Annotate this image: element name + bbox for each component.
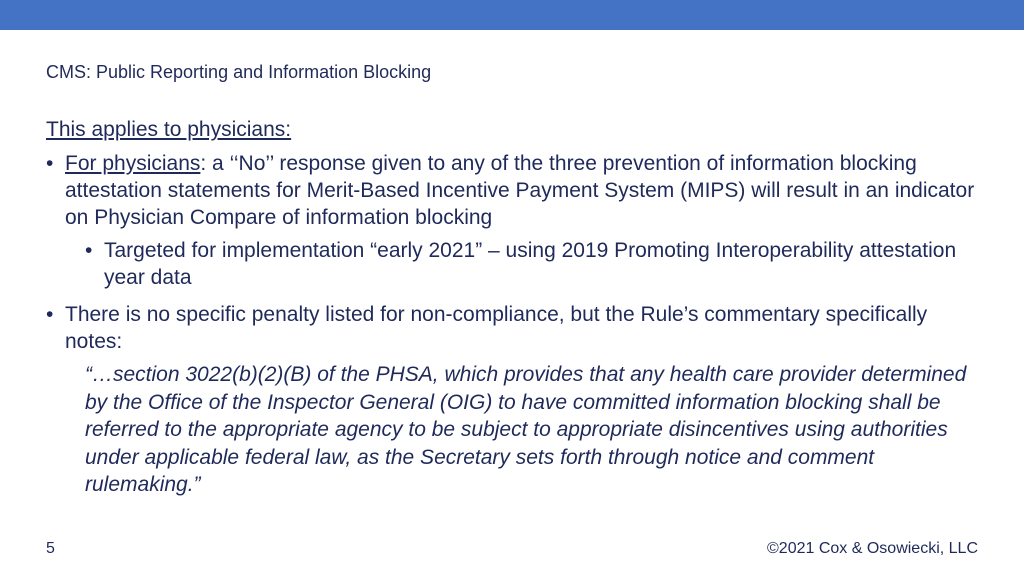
top-accent-bar <box>0 0 1024 30</box>
bullet-physicians-text: : a ‘‘No’’ response given to any of the three prevention of information blocking attestation statements for Merit-Based Incentive Payment System (MIPS) will result in an indicator on Physician Compare of information blocking <box>65 152 975 229</box>
bullet-physicians-label: For physicians <box>65 152 201 175</box>
bullet-penalty: • There is no specific penalty listed for non-compliance, but the Rule’s commentary specifically notes: <box>46 301 986 355</box>
page-number: 5 <box>46 540 55 557</box>
rule-quote: “…section 3022(b)(2)(B) of the PHSA, which provides that any health care provider determined by the Office of the Inspector General (OIG) to have committed information blocking shall be referred to the appropriate agency to be subject to appropriate disincentives using authorities under applicable federal law, as the Secretary sets forth through notice and comment rulemaking.” <box>85 363 967 496</box>
slide-content <box>46 118 986 499</box>
slide-title: CMS: Public Reporting and Information Blocking <box>46 62 432 82</box>
sub-bullet-implementation: • Targeted for implementation “early 2021” – using 2019 Promoting Interoperability attestation year data <box>85 237 986 291</box>
section-heading: This applies to physicians: <box>46 118 292 141</box>
bullet-physicians <box>46 150 986 231</box>
copyright-notice: ©2021 Cox & Osowiecki, LLC <box>767 540 978 557</box>
